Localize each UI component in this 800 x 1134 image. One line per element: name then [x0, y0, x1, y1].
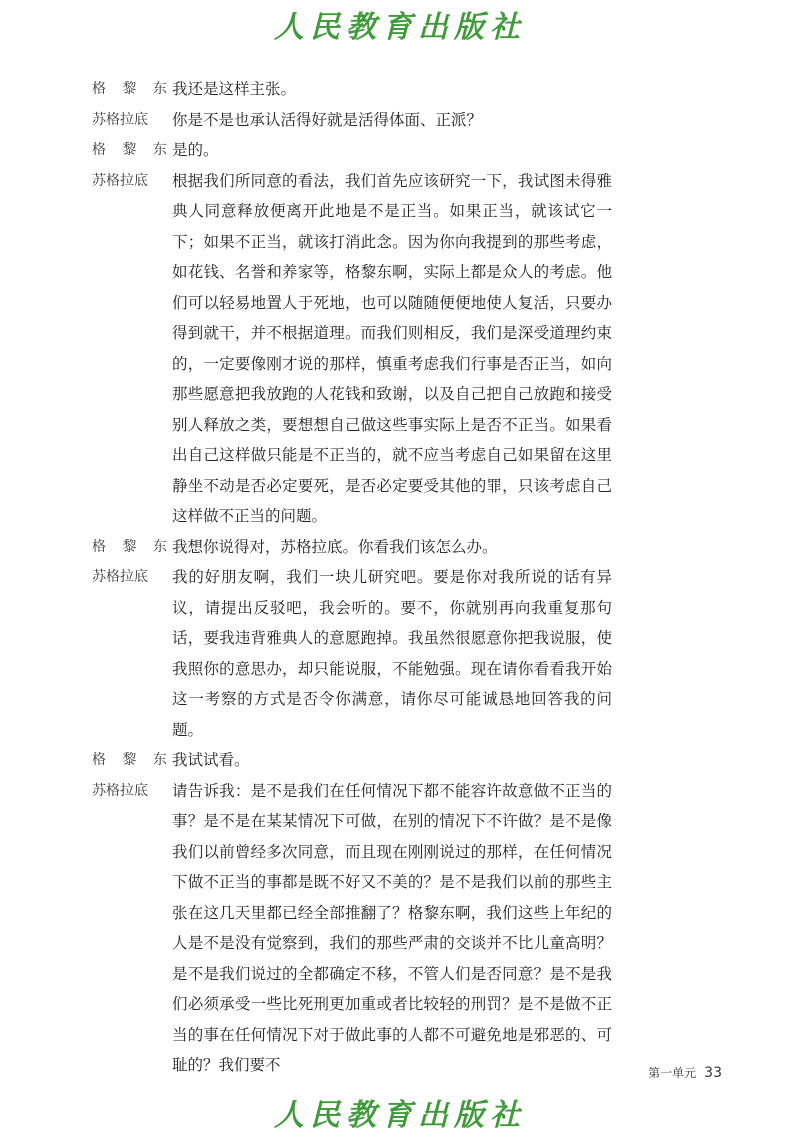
speaker-label: 格 黎 东: [92, 538, 173, 555]
dialogue-entry: [92, 532, 612, 563]
dialogue-entry: [92, 135, 612, 166]
dialogue-entry: [92, 166, 612, 532]
speaker-label: 格 黎 东: [92, 142, 173, 158]
dialogue-entry: [92, 74, 612, 105]
dialogue: [92, 74, 612, 1081]
speech-text: 我想你说得对，苏格拉底。你看我们该怎么办。: [172, 537, 498, 556]
speech-text: 请告诉我：是不是我们在任何情况下都不能容许故意做不正当的事？是不是在某某情况下可做，在别的情况下不许做？是不是像我们以前曾经多次同意，而且现在刚刚说过的那样，在任何情况下做不正当的事都是既不好又不美的？是不是我们以前的那些主张在这几天里都已经全部推翻了？格黎东啊，我们这些上年纪的人是不是没有觉察到，我们的那些严肃的交谈并不比儿童高明？是不是我们说过的全都确定不移，不管人们是否同意？是不是我们必须承受一些比死刑更加重或者比较轻的刑罚？是不是做不正当的事在任何情况下对于做此事的人都不可避免地是邪恶的、可耻的？我们要不: [172, 781, 612, 1074]
speech-text: 我还是这样主张。: [172, 80, 297, 98]
speaker-label: 苏格拉底: [92, 111, 148, 128]
dialogue-entry: [92, 105, 612, 136]
speaker-label: 苏格拉底: [92, 782, 148, 799]
unit-label: 第一单元: [648, 1066, 697, 1080]
publisher-watermark-bottom: 人民教育出版社: [274, 1098, 526, 1133]
publisher-watermark-top: 人民教育出版社: [274, 10, 526, 45]
speech-text: 是的。: [172, 141, 219, 159]
speaker-label: 苏格拉底: [92, 172, 148, 189]
speaker-label: 格 黎 东: [92, 752, 173, 768]
speech-text: 你是不是也承认活得好就是活得体面、正派？: [172, 110, 483, 129]
dialogue-entry: [92, 745, 612, 776]
speech-text: 我试试看。: [172, 751, 250, 769]
speaker-label: 格 黎 东: [92, 81, 173, 97]
page-footer: [600, 1062, 722, 1081]
dialogue-entry: [92, 562, 612, 745]
speech-text: 我的好朋友啊，我们一块儿研究吧。要是你对我所说的话有异议，请提出反驳吧，我会听的。要不，你就别再向我重复那句话，要我违背雅典人的意愿跑掉。我虽然很愿意你把我说服，使我照你的意思办，却只能说服，不能勉强。现在请你看看我开始这一考察的方式是否令你满意，请你尽可能诚恳地回答我的问题。: [172, 568, 612, 739]
speaker-label: 苏格拉底: [92, 569, 148, 585]
speech-text: 根据我们所同意的看法，我们首先应该研究一下，我试图未得雅典人同意释放便离开此地是不是正当。如果正当，就该试它一下；如果不正当，就该打消此念。因为你向我提到的那些考虑，如花钱、名誉和养家等，格黎东啊，实际上都是众人的考虑。他们可以轻易地置人于死地，也可以随随便便地使人复活，只要办得到就干，并不根据道理。而我们则相反，我们是深受道理约束的，一定要像刚才说的那样，慎重考虑我们行事是否正当，如向那些愿意把我放跑的人花钱和致谢，以及自己把自己放跑和接受别人释放之类，要想想自己做这些事实际上是否不正当。如果看出自己这样做只能是不正当的，就不应当考虑自己如果留在这里静坐不动是否必定要死，是否必定要受其他的罪，只该考虑自己这样做不正当的问题。: [172, 171, 612, 525]
page-number: 33: [704, 1065, 722, 1081]
dialogue-entry: [92, 776, 612, 1081]
